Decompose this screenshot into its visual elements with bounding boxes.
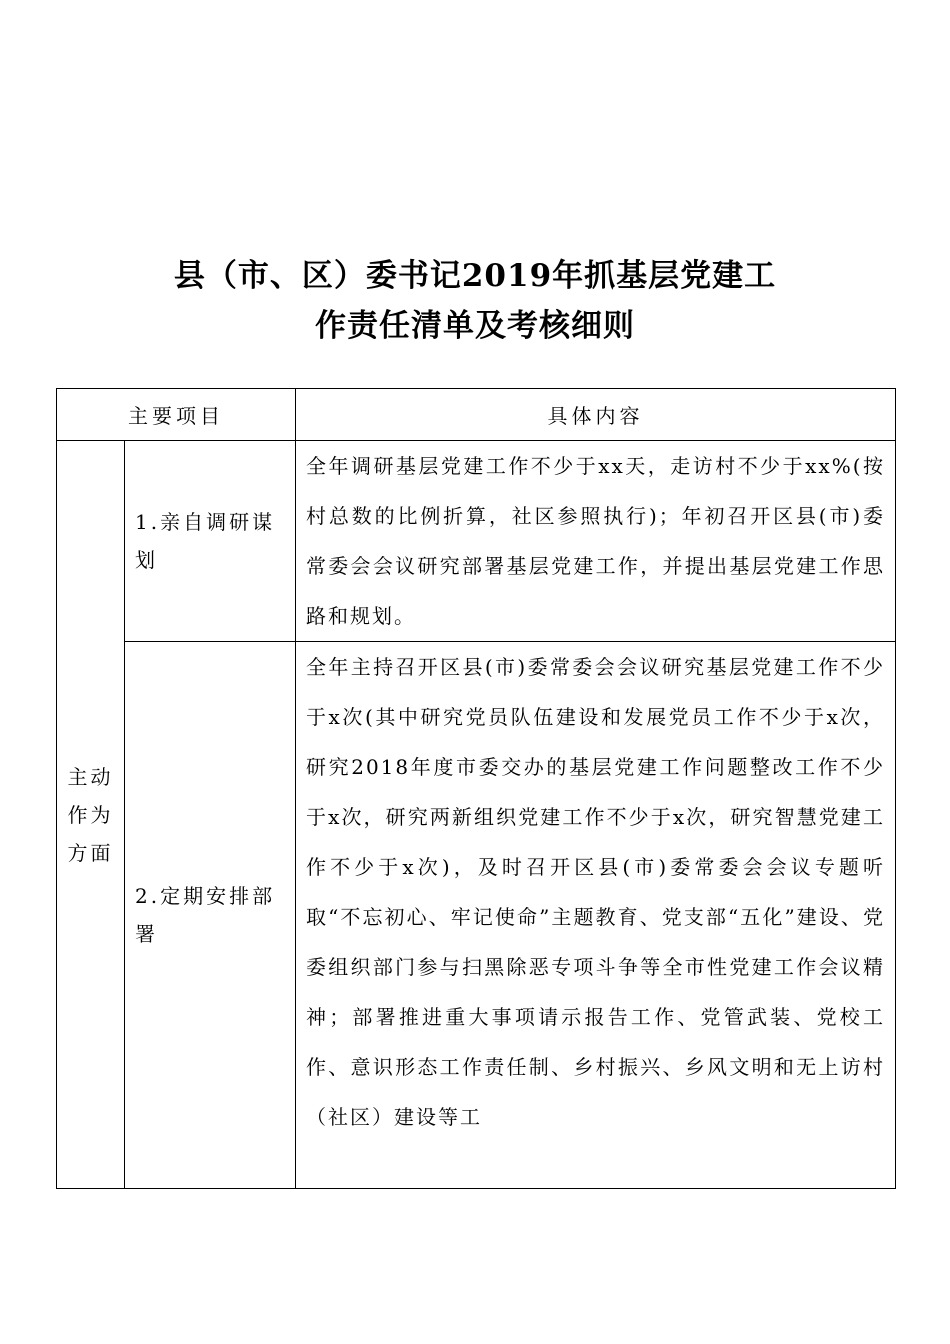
content-cell: 全年调研基层党建工作不少于xx天，走访村不少于xx%(按村总数的比例折算，社区参照执行)；年初召开区县(市)委常委会会议研究部署基层党建工作，并提出基层党建工作思路和规划。 xyxy=(296,441,896,642)
table-row xyxy=(57,642,896,1189)
item-cell: 2.定期安排部署 xyxy=(125,642,296,1189)
content-text: 全年主持召开区县(市)委常委会会议研究基层党建工作不少于x次(其中研究党员队伍建设和发展党员工作不少于x次，研究2018年度市委交办的基层党建工作问题整改工作不少于x次，研究两新组织党建工作不少于x次，研究智慧党建工作不少于x次)，及时召开区县(市)委常委会会议专题听取“不忘初心、牢记使命”主题教育、党支部“五化”建设、党委组织部门参与扫黑除恶专项斗争等全市性党建工作会议精神；部署推进重大事项请示报告工作、党管武装、党校工作、意识形态工作责任制、乡村振兴、乡风文明和无上访村（社区）建设等工 xyxy=(306,655,885,1129)
category-line: 方面 xyxy=(67,840,114,865)
item-cell: 1.亲自调研谋划 xyxy=(125,441,296,642)
table-header-row xyxy=(57,389,896,441)
table-row xyxy=(57,441,896,642)
header-content: 具体内容 xyxy=(296,389,896,441)
category-line: 主动 xyxy=(67,764,114,789)
header-main-item: 主要项目 xyxy=(57,389,296,441)
category-line: 作为 xyxy=(67,802,114,827)
responsibility-table xyxy=(56,388,896,1189)
category-cell xyxy=(57,441,125,1189)
content-cell xyxy=(296,642,896,1189)
document-title-line-2: 作责任清单及考核细则 xyxy=(315,308,635,344)
document-title-line-1: 县（市、区）委书记2019年抓基层党建工 xyxy=(173,258,777,294)
